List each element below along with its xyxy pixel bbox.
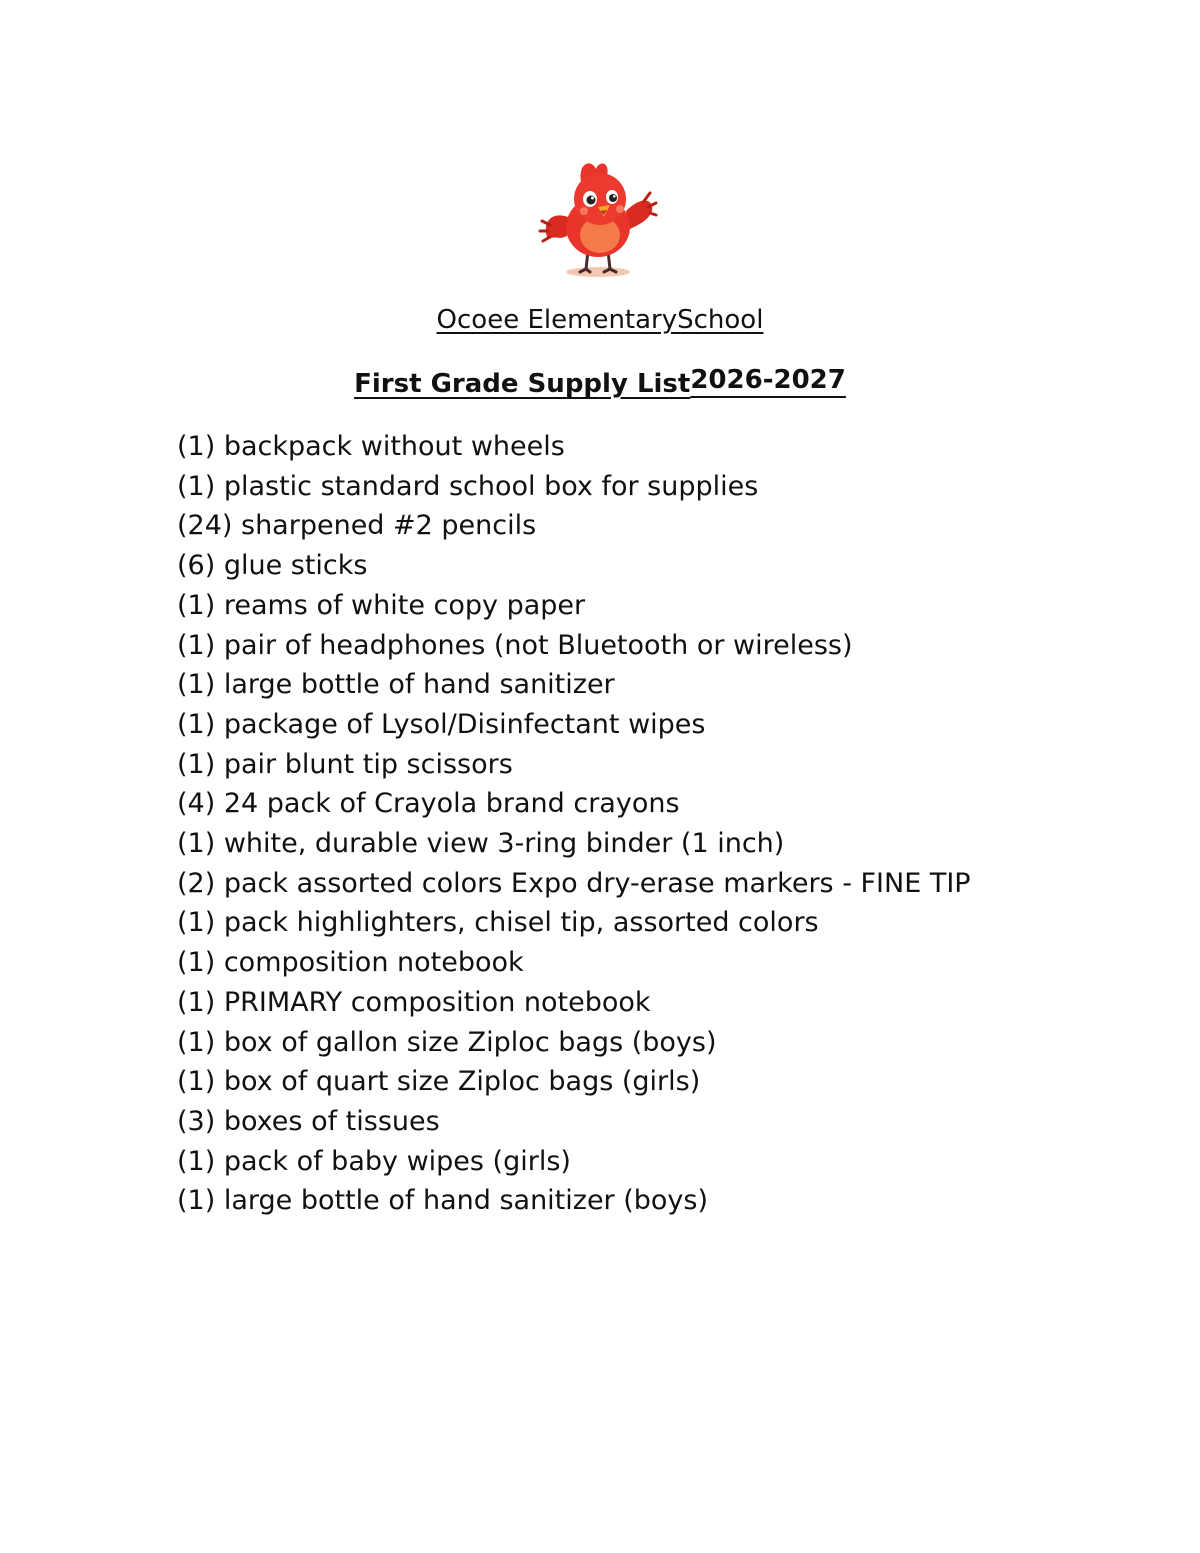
list-item: (1) large bottle of hand sanitizer (boys) (177, 1185, 709, 1217)
list-item: (1) pack highlighters, chisel tip, assorted colors (177, 907, 819, 939)
page-title (0, 362, 1200, 406)
list-item: (1) reams of white copy paper (177, 589, 586, 621)
list-item: (1) pack of baby wipes (girls) (177, 1145, 571, 1177)
school-name: Ocoee ElementarySchool (436, 305, 764, 335)
cardinal-mascot-icon (538, 155, 658, 280)
list-item: (1) pair of headphones (not Bluetooth or wireless) (177, 629, 853, 661)
list-item: (2) pack assorted colors Expo dry-erase markers - FINE TIP (177, 867, 971, 899)
list-item: (1) box of gallon size Ziploc bags (boys) (177, 1026, 717, 1058)
school-year: 2026-2027 (690, 365, 846, 395)
list-item: (1) backpack without wheels (177, 431, 565, 462)
list-item: (24) sharpened #2 pencils (177, 510, 537, 542)
list-item: (1) large bottle of hand sanitizer (177, 669, 615, 701)
list-item: (3) boxes of tissues (177, 1105, 440, 1137)
list-item: (1) PRIMARY composition notebook (177, 986, 651, 1018)
list-item: (4) 24 pack of Crayola brand crayons (177, 788, 680, 820)
supply-list (177, 427, 971, 1221)
list-item: (6) glue sticks (177, 550, 368, 582)
list-item: (1) pair blunt tip scissors (177, 748, 513, 780)
list-item: (1) package of Lysol/Disinfectant wipes (177, 708, 706, 740)
list-item: (1) white, durable view 3-ring binder (1 inch) (177, 828, 785, 860)
list-item: (1) plastic standard school box for supplies (177, 470, 759, 502)
list-item: (1) composition notebook (177, 947, 524, 979)
title-text: First Grade Supply List (354, 369, 691, 399)
list-item: (1) box of quart size Ziploc bags (girls) (177, 1066, 701, 1098)
